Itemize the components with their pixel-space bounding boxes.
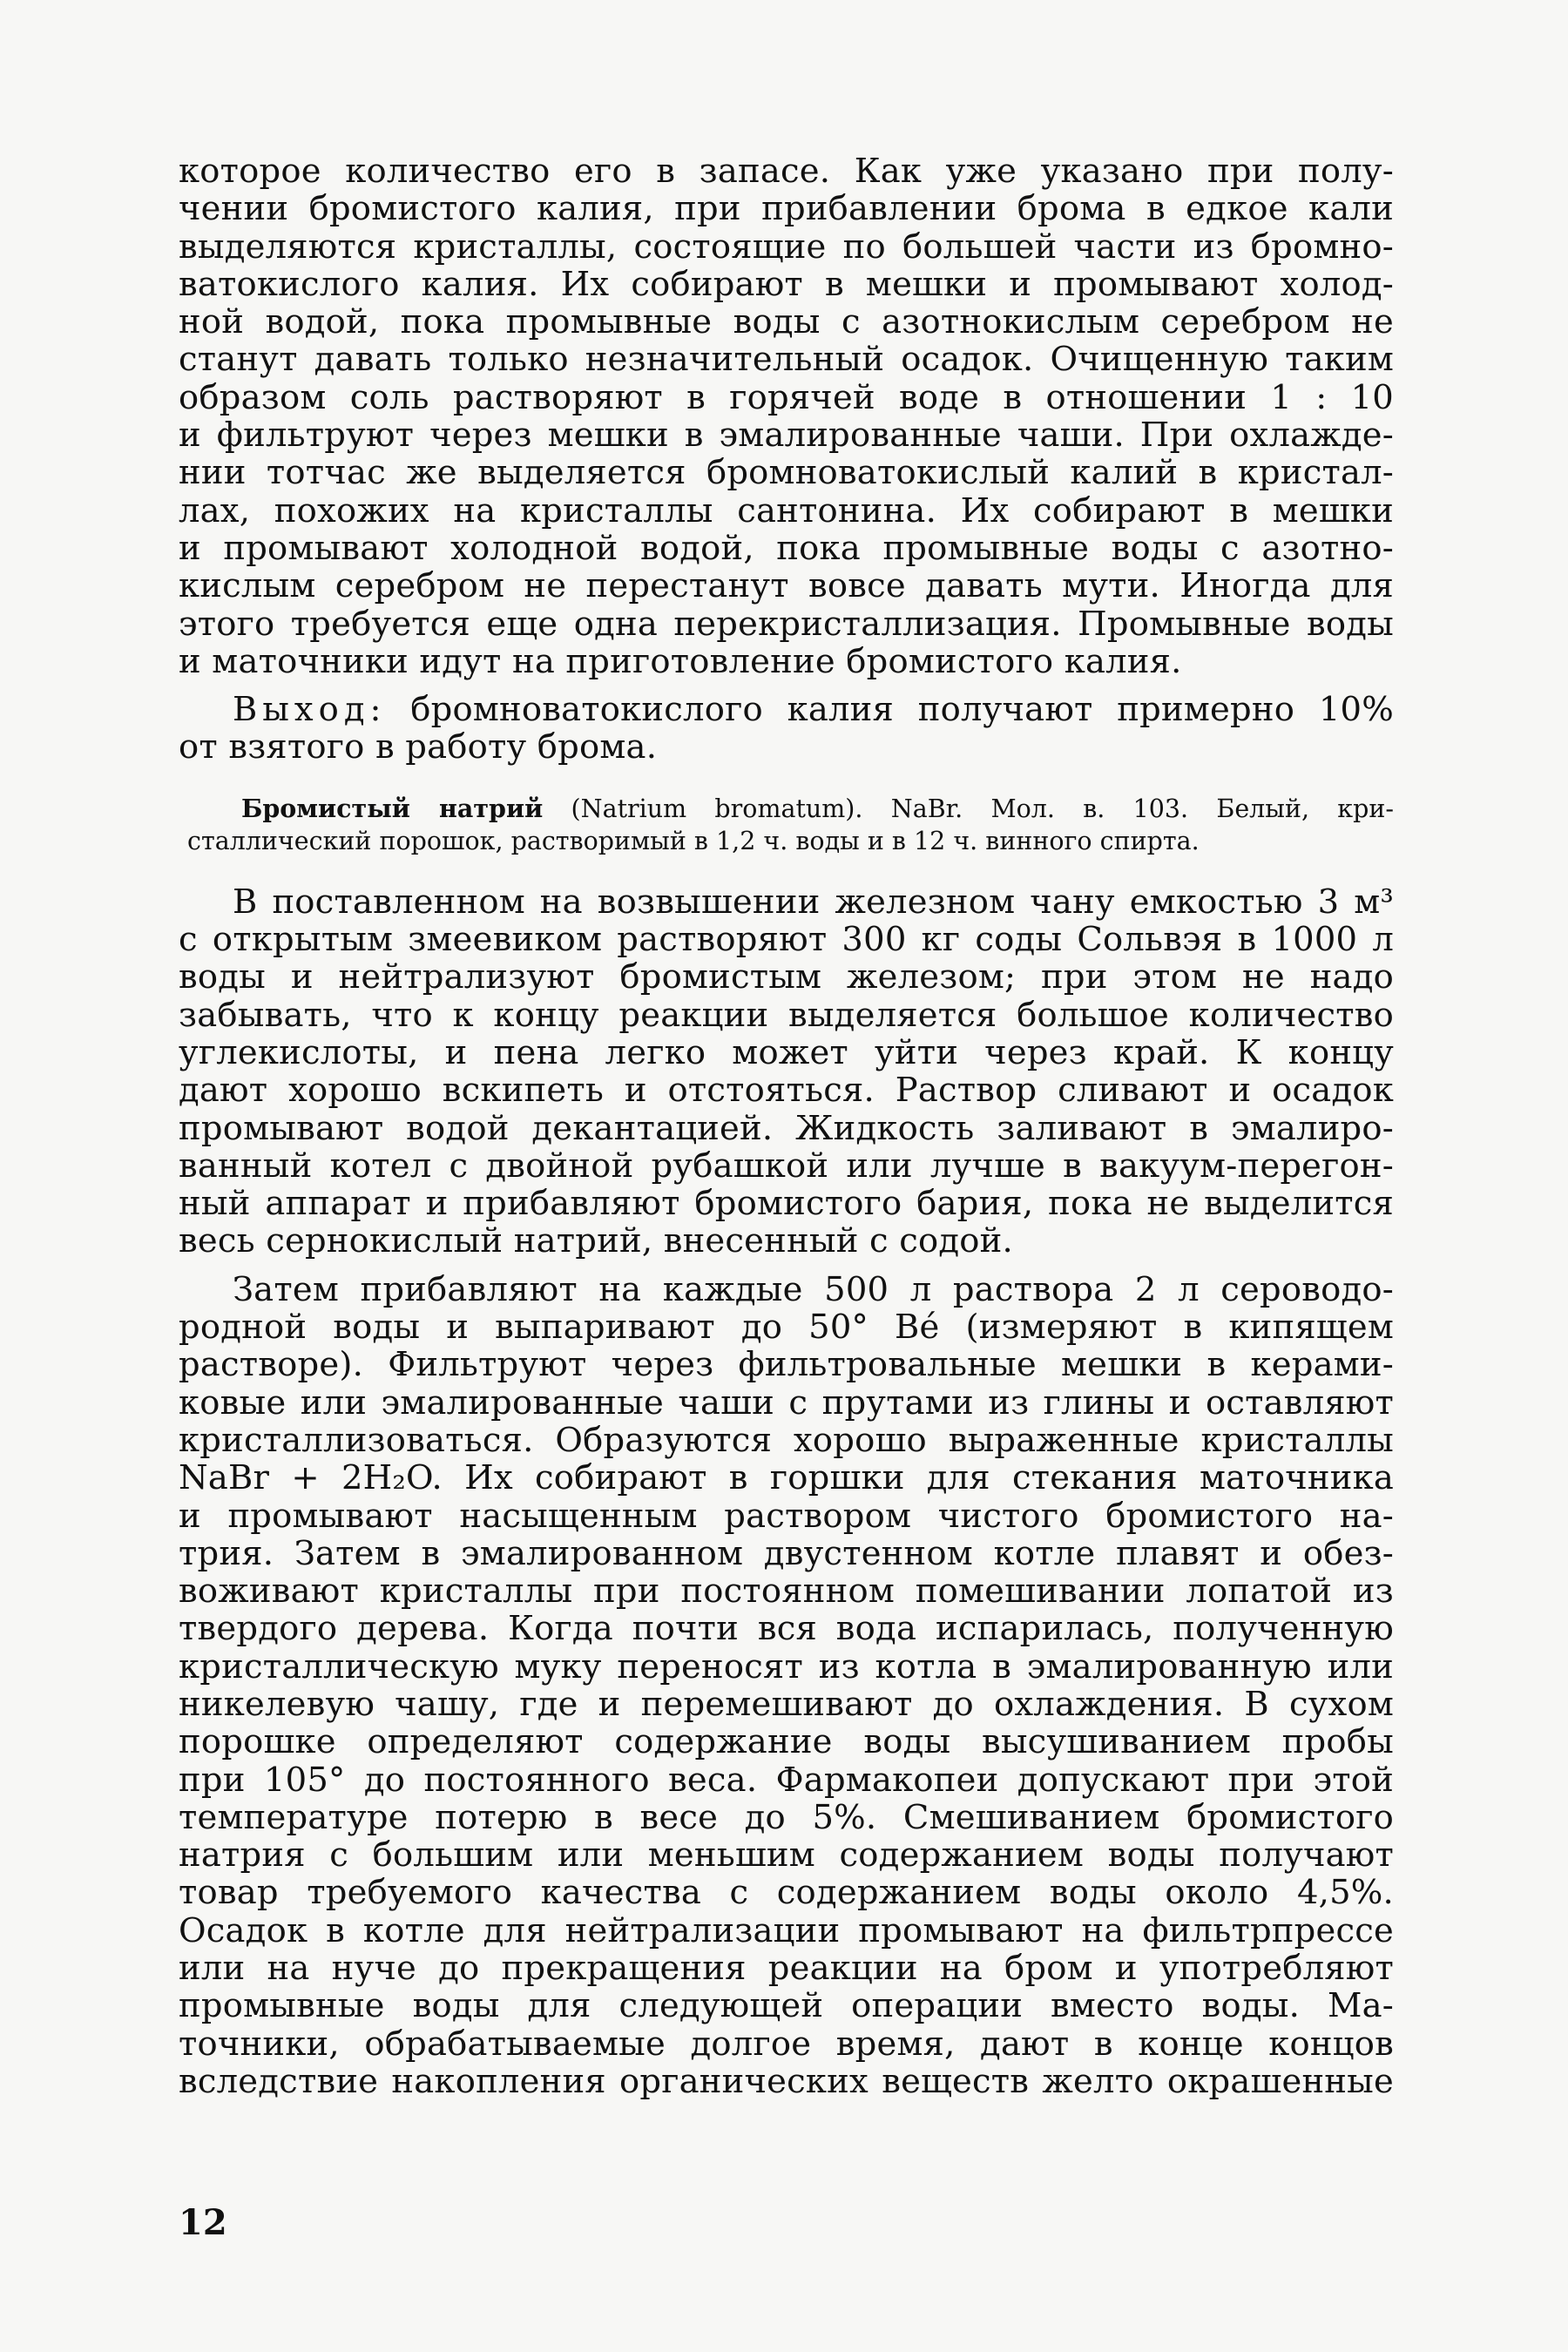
text-line: промывают водой декантацией. Жидкость заливают в эмалиро-	[179, 1108, 1394, 1148]
text-line: родной воды и выпаривают до 50° Bé (измеряют в кипящем	[179, 1308, 1394, 1348]
text-line: никелевую чашу, где и перемешивают до охлаждения. В сухом	[179, 1684, 1394, 1724]
text-line: кислым серебром не перестанут вовсе давать мути. Иногда для	[179, 566, 1394, 606]
text-line: образом соль растворяют в горячей воде в отношении 1 : 10	[179, 377, 1394, 417]
substance-heading-line: сталлический порошок, растворимый в 1,2 ч. воды и в 12 ч. винного спирта.	[187, 826, 1200, 855]
text-line: нии тотчас же выделяется бромноватокислый калий в кристал-	[179, 453, 1394, 493]
text-line: дают хорошо вскипеть и отстояться. Раствор сливают и осадок	[179, 1071, 1394, 1111]
text-line: при 105° до постоянного веса. Фармакопеи допускают при этой	[179, 1760, 1394, 1800]
text-line: лах, похожих на кристаллы сантонина. Их собирают в мешки	[179, 490, 1394, 531]
text-line: натрия с большим или меньшим содержанием воды получают	[179, 1835, 1394, 1876]
spacer	[179, 767, 1394, 793]
page-number: 12	[179, 2202, 227, 2243]
text-line: и промывают насыщенным раствором чистого бромистого на-	[179, 1496, 1394, 1536]
text-line: В поставленном на возвышении железном чану емкостью 3 м³	[233, 882, 1394, 922]
spacer	[179, 1260, 1394, 1271]
text-line: температуре потерю в весе до 5%. Смешиванием бромистого	[179, 1797, 1394, 1837]
text-line: и фильтруют через мешки в эмалированные чаши. При охлажде-	[179, 416, 1394, 456]
text-line: с открытым змеевиком растворяют 300 кг соды Сольвэя в 1000 л	[179, 920, 1394, 960]
text-line: кристаллическую муку переносят из котла в эмалированную или	[179, 1646, 1394, 1686]
output-label: Выход:	[233, 690, 387, 730]
substance-heading-line	[187, 793, 1394, 825]
text-line: весь сернокислый натрий, внесенный с содой.	[179, 1221, 1013, 1261]
text-line: воживают кристаллы при постоянном помешивании лопатой из	[179, 1571, 1394, 1612]
output-line	[179, 691, 1394, 728]
text-line: ковые или эмалированные чаши с прутами из глины и оставляют	[179, 1382, 1394, 1423]
spacer	[179, 857, 1394, 883]
text-line: этого требуется еще одна перекристаллизация. Промывные воды	[179, 604, 1394, 644]
text-line: вследствие накопления органических веществ желто окрашенные	[179, 2061, 1394, 2101]
text-line: порошке определяют содержание воды высушиванием пробы	[179, 1722, 1394, 1762]
text-line: твердого дерева. Когда почти вся вода испарилась, полученную	[179, 1609, 1394, 1649]
paragraph-2	[179, 883, 1394, 1260]
text-line: Осадок в котле для нейтрализации промывают на фильтрпрессе	[179, 1910, 1394, 1950]
substance-description: (Natrium bromatum). NaBr. Мол. в. 103. Белый, кри-	[543, 794, 1394, 823]
substance-name: Бромистый натрий	[241, 793, 544, 823]
text-line: точники, обрабатываемые долгое время, дают в конце концов	[179, 2024, 1394, 2064]
text-line: углекислоты, и пена легко может уйти через край. К концу	[179, 1032, 1394, 1072]
text-line: станут давать только незначительный осадок. Очищенную таким	[179, 340, 1394, 380]
text-line: выделяются кристаллы, состоящие по большей части из бромно-	[179, 226, 1394, 267]
text-line: или на нуче до прекращения реакции на бром и употребляют	[179, 1949, 1394, 1989]
text-line: ванный котел с двойной рубашкой или лучше в вакуум-перегон-	[179, 1146, 1394, 1186]
paragraph-1	[179, 152, 1394, 680]
text-line: ный аппарат и прибавляют бромистого бария, пока не выделится	[179, 1184, 1394, 1224]
text-line: чении бромистого калия, при прибавлении брома в едкое кали	[179, 189, 1394, 229]
text-line: забывать, что к концу реакции выделяется большое количество	[179, 995, 1394, 1035]
text-line: и маточники идут на приготовление бромистого калия.	[179, 641, 1182, 681]
page-body	[179, 152, 1394, 2100]
text-line: ватокислого калия. Их собирают в мешки и промывают холод-	[179, 264, 1394, 304]
text-line: товар требуемого качества с содержанием воды около 4,5%.	[179, 1873, 1394, 1913]
text-line: воды и нейтрализуют бромистым железом; при этом не надо	[179, 957, 1394, 997]
text-line: промывные воды для следующей операции вместо воды. Ма-	[179, 1986, 1394, 2026]
text-line: трия. Затем в эмалированном двустенном котле плавят и обез-	[179, 1533, 1394, 1573]
substance-heading	[187, 793, 1394, 857]
paragraph-3	[179, 1271, 1394, 2101]
text-line: от взятого в работу брома.	[179, 727, 658, 767]
text-line: кристаллизоваться. Образуются хорошо выраженные кристаллы	[179, 1420, 1394, 1460]
text-line: растворе). Фильтруют через фильтровальные мешки в керами-	[179, 1345, 1394, 1385]
text-line: которое количество его в запасе. Как уже указано при полу-	[179, 152, 1394, 191]
output-text: бромноватокислого калия получают примерно 10%	[386, 690, 1394, 730]
text-line: и промывают холодной водой, пока промывные воды с азотно-	[179, 528, 1394, 568]
text-line: NaBr + 2H₂O. Их собирают в горшки для стекания маточника	[179, 1458, 1394, 1498]
text-line: Затем прибавляют на каждые 500 л раствора 2 л сероводо-	[233, 1269, 1394, 1309]
output-paragraph	[179, 691, 1394, 767]
text-line: ной водой, пока промывные воды с азотнокислым серебром не	[179, 302, 1394, 342]
